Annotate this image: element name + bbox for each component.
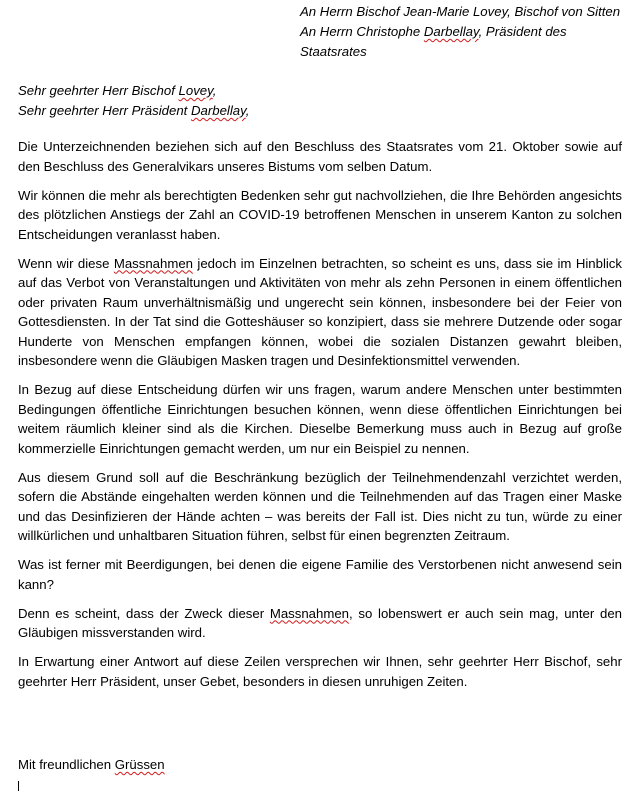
paragraph-3-post: jedoch im Einzelnen betrachten, so scheint es uns, dass sie im Hinblick auf das Verbot von Veranstaltungen und Aktivitäten von mehr als zehn Personen in einem öffentlichen oder privaten Raum unverhältnismäßig und ungerecht sein können, insbesondere bei der Feier von Gottesdiensten. In der Tat sind die Gotteshäuser so konzipiert, dass sie mehrere Dutzende oder sogar Hunderte von Menschen empfangen können, wobei die sozialen Distanzen gewahrt bleiben, insbesondere wenn die Gläubigen Masken tragen und Desinfektionsmittel verwenden. [18, 255, 622, 368]
closing-pre: Mit freundlichen [18, 757, 115, 772]
spellcheck-word-lovey[interactable]: Lovey [178, 83, 213, 98]
salutation-bishop-pre: Sehr geehrter Herr Bischof [18, 83, 179, 98]
paragraph-8: In Erwartung einer Antwort auf diese Zeilen versprechen wir Ihnen, sehr geehrter Herr Bischof, sehr geehrter Herr Präsident, unser Gebet, besonders in diesen unruhigen Zeiten. [18, 654, 622, 689]
paragraph-4: In Bezug auf diese Entscheidung dürfen wir uns fragen, warum andere Menschen unter bestimmten Bedingungen öffentliche Einrichtungen besuchen können, wenn diese öffentlichen Einrichtungen bei weitem räumlich kleiner sind als die Kirchen. Dieselbe Bemerkung muss auch in Bezug auf große kommerzielle Einrichtungen gemacht werden, um nur ein Beispiel zu nennen. [18, 382, 622, 456]
recipient-line-council: Staatsrates [300, 44, 367, 59]
salutation-bishop-post: , [212, 83, 217, 98]
salutation-president-pre: Sehr geehrter Herr Präsident [18, 103, 191, 118]
closing-line [18, 755, 165, 775]
spellcheck-word-massnahmen[interactable]: Massnahmen [113, 255, 193, 271]
paragraph-2: Wir können die mehr als berechtigten Bedenken sehr gut nachvollziehen, die Ihre Behörden angesichts des plötzlichen Anstiegs der Zahl an COVID-19 betroffenen Menschen in unserem Kanton zu solchen Entscheidungen veranlasst haben. [18, 187, 622, 242]
paragraph-5: Aus diesem Grund soll auf die Beschränkung bezüglich der Teilnehmendenzahl verzichtet werden, sofern die Abstände eingehalten werden können und die Teilnehmenden auf das Tragen einer Maske und das Desinfizieren der Hände achten – was bereits der Fall ist. Dies nicht zu tun, würde zu einer willkürlichen und unhaltbaren Situation führen, selbst für einen begrenzten Zeitraum. [18, 469, 622, 543]
salutation-line-president [18, 101, 618, 121]
text-cursor [18, 781, 19, 791]
salutation-line-bishop [18, 81, 618, 101]
paragraph-7 [18, 604, 622, 643]
spellcheck-word-massnahmen-2[interactable]: Massnahmen [269, 605, 350, 621]
salutation-block [18, 81, 618, 121]
paragraph-1: Die Unterzeichnenden beziehen sich auf den Beschluss des Staatsrates vom 21. Oktober sowie auf den Beschluss des Generalvikars unseres Bistums vom selben Datum. [18, 139, 622, 174]
recipient-line-bishop: An Herrn Bischof Jean-Marie Lovey, Bischof von Sitten [300, 4, 621, 19]
paragraph-3 [18, 254, 622, 371]
recipient-line-president [300, 22, 630, 42]
paragraph-7-pre: Denn es scheint, dass der Zweck dieser [18, 605, 270, 621]
spellcheck-word-darbellay[interactable]: Darbellay [423, 24, 479, 39]
recipient-line-president-post: , Präsident des [478, 24, 567, 39]
paragraph-6: Was ist ferner mit Beerdigungen, bei denen die eigene Familie des Verstorbenen nicht anwesend sein kann? [18, 557, 622, 592]
paragraph-7-post: , so lobenswert er auch sein mag, unter den Gläubigen missverstanden wird. [18, 605, 622, 640]
recipient-line-president-pre: An Herrn Christophe [300, 24, 424, 39]
recipient-block [300, 2, 630, 62]
spellcheck-word-gruessen[interactable]: Grüssen [114, 757, 165, 772]
salutation-president-post: , [245, 103, 250, 118]
spellcheck-word-darbellay-2[interactable]: Darbellay [190, 103, 246, 118]
letter-body [18, 137, 622, 701]
paragraph-3-pre: Wenn wir diese [18, 255, 114, 271]
